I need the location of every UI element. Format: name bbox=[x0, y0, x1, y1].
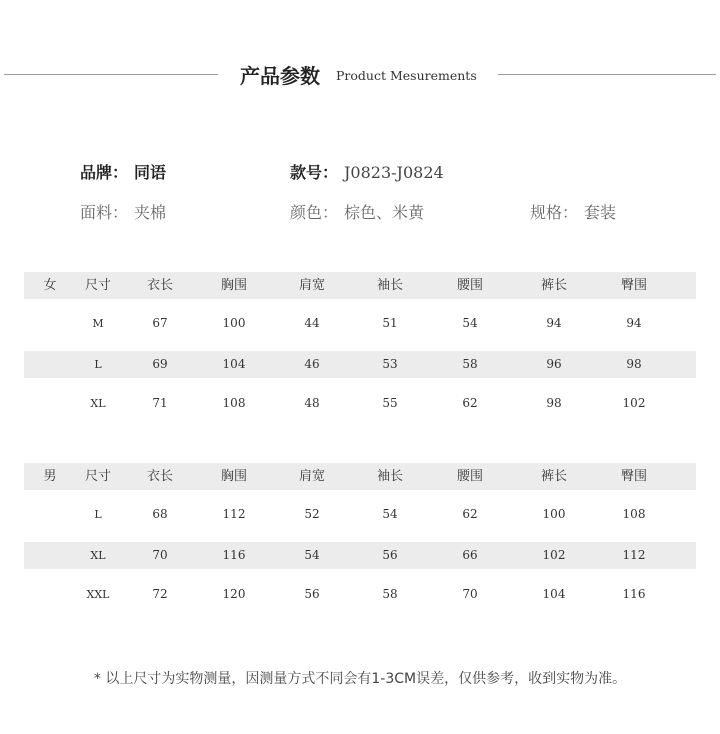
table-cell: 70 bbox=[152, 548, 168, 562]
table-cell: 66 bbox=[462, 548, 478, 562]
table-cell: 94 bbox=[626, 316, 642, 330]
heading-title: 产品参数 bbox=[240, 64, 320, 88]
fabric-value: 夹棉 bbox=[134, 203, 167, 222]
table-cell: 108 bbox=[222, 396, 246, 410]
table-cell: 68 bbox=[152, 507, 168, 521]
table-cell: 116 bbox=[622, 587, 646, 601]
header-cell: 臀围 bbox=[620, 469, 647, 484]
header-cell: 肩宽 bbox=[298, 278, 325, 293]
header-cell: 裤长 bbox=[540, 278, 567, 293]
header-cell: 臀围 bbox=[620, 278, 647, 293]
table-cell: 108 bbox=[622, 507, 646, 521]
table-cell: 72 bbox=[152, 587, 168, 601]
spec-spec bbox=[530, 200, 616, 223]
table-cell: 70 bbox=[462, 587, 478, 601]
heading-rule-left bbox=[4, 74, 218, 75]
size-cell: M bbox=[92, 317, 104, 330]
spec-value: 套装 bbox=[584, 203, 617, 222]
table-header-row bbox=[24, 463, 696, 490]
brand-value: 同语 bbox=[134, 163, 167, 182]
table-cell: 54 bbox=[462, 316, 478, 330]
table-cell: 94 bbox=[546, 316, 562, 330]
measurement-note: * 以上尺寸为实物测量，因测量方式不同会有1-3CM误差，仅供参考，收到实物为准。 bbox=[93, 671, 627, 687]
table-cell: 56 bbox=[382, 548, 398, 562]
header-cell: 肩宽 bbox=[298, 469, 325, 484]
table-header-row bbox=[24, 272, 696, 299]
model-value: J0823-J0824 bbox=[344, 163, 444, 182]
table-cell: 100 bbox=[542, 507, 566, 521]
table-row bbox=[24, 310, 696, 337]
brand-label: 品牌： bbox=[80, 163, 129, 182]
table-cell: 46 bbox=[304, 357, 320, 371]
table-cell: 102 bbox=[622, 396, 646, 410]
header-cell: 衣长 bbox=[146, 278, 173, 293]
table-cell: 54 bbox=[382, 507, 398, 521]
table-row bbox=[24, 390, 696, 417]
gender-label: 男 bbox=[43, 469, 57, 484]
table-row bbox=[24, 581, 696, 608]
heading-subtitle: Product Mesurements bbox=[336, 68, 477, 83]
gender-label: 女 bbox=[43, 278, 57, 293]
table-cell: 44 bbox=[304, 316, 320, 330]
table-cell: 54 bbox=[304, 548, 320, 562]
header-cell: 尺寸 bbox=[84, 469, 111, 484]
header-cell: 尺寸 bbox=[84, 278, 111, 293]
section-heading bbox=[0, 58, 720, 92]
size-cell: XXL bbox=[86, 588, 110, 601]
table-row bbox=[24, 501, 696, 528]
size-cell: L bbox=[94, 508, 102, 521]
table-cell: 56 bbox=[304, 587, 320, 601]
table-row bbox=[24, 542, 696, 569]
table-cell: 58 bbox=[382, 587, 398, 601]
table-cell: 58 bbox=[462, 357, 478, 371]
header-cell: 袖长 bbox=[376, 278, 403, 293]
table-cell: 112 bbox=[622, 548, 646, 562]
table-cell: 112 bbox=[222, 507, 246, 521]
header-cell: 腰围 bbox=[456, 278, 483, 293]
table-cell: 53 bbox=[382, 357, 398, 371]
table-cell: 98 bbox=[546, 396, 562, 410]
model-spec bbox=[290, 160, 444, 183]
table-cell: 104 bbox=[222, 357, 246, 371]
brand-spec bbox=[80, 160, 166, 183]
table-cell: 52 bbox=[304, 507, 320, 521]
fabric-label: 面料： bbox=[80, 203, 129, 222]
table-cell: 102 bbox=[542, 548, 566, 562]
color-value: 棕色、米黄 bbox=[344, 203, 425, 222]
table-cell: 98 bbox=[626, 357, 642, 371]
model-label: 款号： bbox=[290, 163, 339, 182]
spec-label: 规格： bbox=[530, 203, 579, 222]
table-cell: 62 bbox=[462, 396, 478, 410]
table-cell: 100 bbox=[222, 316, 246, 330]
size-cell: L bbox=[94, 358, 102, 371]
table-cell: 104 bbox=[542, 587, 566, 601]
color-label: 颜色： bbox=[290, 203, 339, 222]
table-cell: 67 bbox=[152, 316, 168, 330]
size-cell: XL bbox=[90, 397, 106, 410]
header-cell: 裤长 bbox=[540, 469, 567, 484]
table-cell: 62 bbox=[462, 507, 478, 521]
table-cell: 55 bbox=[382, 396, 398, 410]
header-cell: 胸围 bbox=[220, 469, 247, 484]
size-cell: XL bbox=[90, 549, 106, 562]
table-cell: 48 bbox=[304, 396, 320, 410]
header-cell: 衣长 bbox=[146, 469, 173, 484]
header-cell: 腰围 bbox=[456, 469, 483, 484]
table-cell: 71 bbox=[152, 396, 168, 410]
header-cell: 袖长 bbox=[376, 469, 403, 484]
table-row bbox=[24, 351, 696, 378]
table-cell: 96 bbox=[546, 357, 562, 371]
heading-rule-right bbox=[498, 74, 716, 75]
header-cell: 胸围 bbox=[220, 278, 247, 293]
table-cell: 120 bbox=[222, 587, 246, 601]
color-spec bbox=[290, 200, 424, 223]
table-cell: 51 bbox=[382, 316, 398, 330]
fabric-spec bbox=[80, 200, 166, 223]
table-cell: 116 bbox=[222, 548, 246, 562]
table-cell: 69 bbox=[152, 357, 168, 371]
